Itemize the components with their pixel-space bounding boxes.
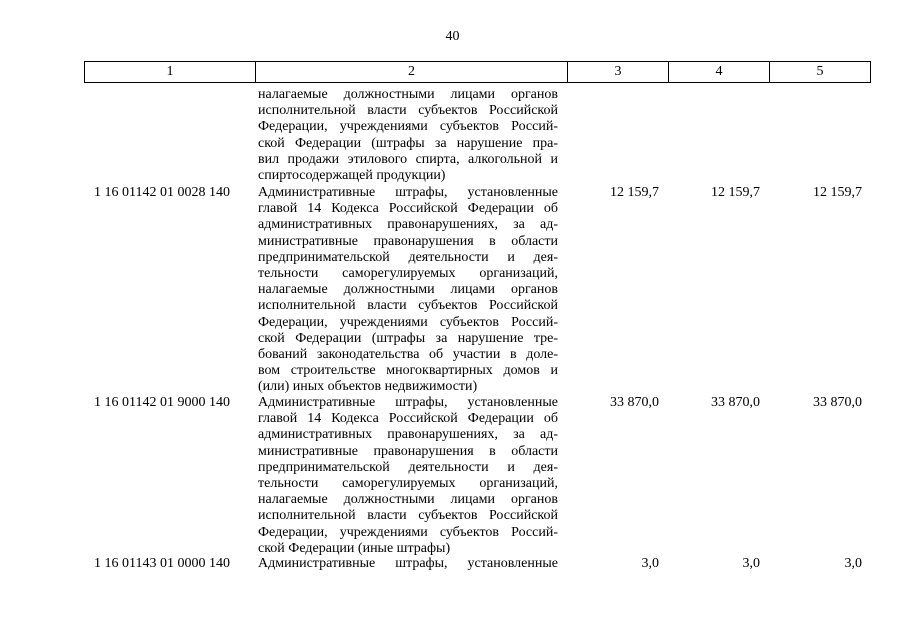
description-line: Административные штрафы, установленные [258, 395, 558, 410]
description-line: налагаемые должностными лицами органов [258, 282, 558, 298]
description-line: Федерации, учреждениями субъектов Россий- [258, 119, 558, 135]
row-description [258, 556, 558, 572]
amount-col4: 33 870,0 [711, 395, 760, 410]
description-line: ской Федерации (штрафы за нарушение тре- [258, 330, 558, 346]
header-row [85, 62, 871, 83]
description-line: Федерации, учреждениями субъектов Россий- [258, 524, 558, 540]
description-line: Федерации, учреждениями субъектов Россий- [258, 314, 558, 330]
continued-description [258, 87, 558, 184]
description-line: административных правонарушениях, за ад- [258, 217, 558, 233]
description-line: главой 14 Кодекса Российской Федерации об [258, 201, 558, 217]
amount-col4: 12 159,7 [711, 185, 760, 200]
amount-col3: 33 870,0 [610, 395, 659, 410]
description-line: Административные штрафы, установленные [258, 556, 558, 571]
description-line: вом строительстве многоквартирных домов и [258, 363, 558, 379]
description-line: министративные правонарушения в области [258, 443, 558, 459]
description-line: Административные штрафы, установленные [258, 185, 558, 200]
description-line: административных правонарушениях, за ад- [258, 427, 558, 443]
amount-col5: 3,0 [844, 556, 862, 571]
description-line: (или) иных объектов недвижимости) [258, 379, 478, 395]
amount-col5: 12 159,7 [813, 185, 862, 200]
description-line: исполнительной власти субъектов Российской [258, 298, 558, 314]
description-line: налагаемые должностными лицами органов [258, 87, 558, 102]
amount-col4: 3,0 [742, 556, 760, 571]
column-header-5: 5 [770, 62, 871, 83]
description-line: ской Федерации (иные штрафы) [258, 540, 451, 556]
description-line: тельности саморегулируемых организаций, [258, 266, 558, 282]
budget-code: 1 16 01142 01 0028 140 [94, 185, 230, 200]
row-description [258, 185, 558, 396]
description-line: налагаемые должностными лицами органов [258, 492, 558, 508]
amount-col3: 12 159,7 [610, 185, 659, 200]
page-number: 40 [445, 29, 460, 44]
description-line: предпринимательской деятельности и дея- [258, 459, 558, 475]
description-line: вил продажи этилового спирта, алкогольной и [258, 151, 558, 167]
amount-col3: 3,0 [641, 556, 659, 571]
description-line: исполнительной власти субъектов Российской [258, 508, 558, 524]
description-line: исполнительной власти субъектов Российской [258, 103, 558, 119]
column-header-1: 1 [85, 62, 256, 83]
table-header [84, 61, 871, 83]
description-line: главой 14 Кодекса Российской Федерации об [258, 411, 558, 427]
description-line: ской Федерации (штрафы за нарушение пра- [258, 135, 558, 151]
row-description [258, 395, 558, 557]
description-line: бований законодательства об участии в доле- [258, 347, 558, 363]
description-line: тельности саморегулируемых организаций, [258, 476, 558, 492]
description-line: министративные правонарушения в области [258, 233, 558, 249]
description-line: предпринимательской деятельности и дея- [258, 249, 558, 265]
description-line: спиртосодержащей продукции) [258, 168, 446, 184]
amount-col5: 33 870,0 [813, 395, 862, 410]
budget-code: 1 16 01142 01 9000 140 [94, 395, 230, 410]
budget-code: 1 16 01143 01 0000 140 [94, 556, 230, 571]
column-header-2: 2 [256, 62, 568, 83]
column-header-3: 3 [568, 62, 669, 83]
column-header-4: 4 [669, 62, 770, 83]
